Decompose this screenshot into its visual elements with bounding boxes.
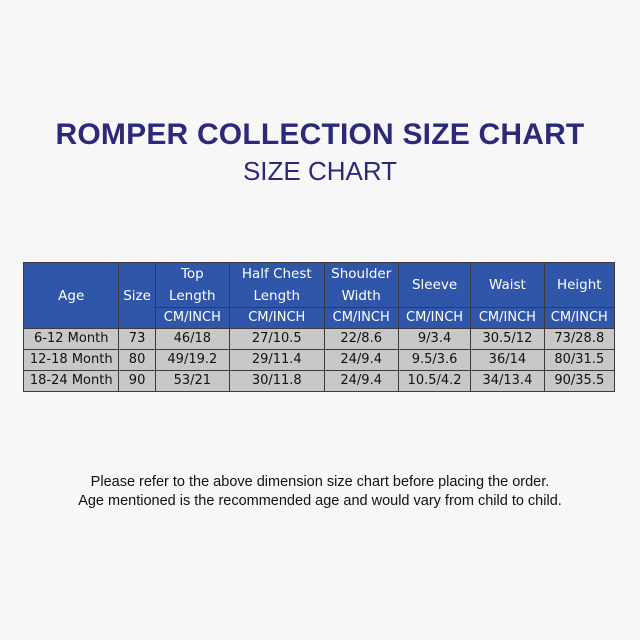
unit-top-length: CM/INCH bbox=[155, 308, 229, 329]
header-half-chest-line1: Half Chest bbox=[241, 266, 312, 282]
header-shoulder bbox=[324, 263, 398, 308]
header-sleeve: Sleeve bbox=[398, 263, 470, 308]
cell-waist: 34/13.4 bbox=[471, 371, 544, 392]
cell-waist: 36/14 bbox=[471, 350, 544, 371]
cell-age: 12-18 Month bbox=[24, 350, 119, 371]
table-row bbox=[24, 329, 615, 350]
cell-age: 18-24 Month bbox=[24, 371, 119, 392]
note-line-1: Please refer to the above dimension size chart before placing the order. bbox=[90, 474, 550, 490]
header-half-chest bbox=[230, 263, 324, 308]
header-height: Height bbox=[544, 263, 614, 308]
cell-size: 73 bbox=[119, 329, 155, 350]
cell-sleeve: 9.5/3.6 bbox=[398, 350, 470, 371]
header-top-length-line1: Top bbox=[180, 266, 204, 282]
cell-shoulder: 22/8.6 bbox=[324, 329, 398, 350]
cell-half-chest: 30/11.8 bbox=[230, 371, 324, 392]
cell-top-length: 46/18 bbox=[155, 329, 229, 350]
cell-age: 6-12 Month bbox=[24, 329, 119, 350]
cell-shoulder: 24/9.4 bbox=[324, 350, 398, 371]
header-size: Size bbox=[119, 263, 155, 329]
header-age: Age bbox=[24, 263, 119, 329]
cell-height: 73/28.8 bbox=[544, 329, 614, 350]
note-line-2: Age mentioned is the recommended age and would vary from child to child. bbox=[78, 493, 562, 509]
header-waist: Waist bbox=[471, 263, 544, 308]
cell-height: 80/31.5 bbox=[544, 350, 614, 371]
cell-size: 90 bbox=[119, 371, 155, 392]
cell-shoulder: 24/9.4 bbox=[324, 371, 398, 392]
cell-sleeve: 9/3.4 bbox=[398, 329, 470, 350]
unit-height: CM/INCH bbox=[544, 308, 614, 329]
table-body bbox=[24, 329, 615, 392]
cell-sleeve: 10.5/4.2 bbox=[398, 371, 470, 392]
cell-top-length: 49/19.2 bbox=[155, 350, 229, 371]
header-half-chest-line2: Length bbox=[253, 288, 301, 304]
chart-subtitle: SIZE CHART bbox=[242, 156, 398, 186]
unit-sleeve: CM/INCH bbox=[398, 308, 470, 329]
cell-height: 90/35.5 bbox=[544, 371, 614, 392]
unit-waist: CM/INCH bbox=[471, 308, 544, 329]
header-shoulder-line1: Shoulder bbox=[331, 266, 392, 282]
cell-waist: 30.5/12 bbox=[471, 329, 544, 350]
cell-size: 80 bbox=[119, 350, 155, 371]
cell-half-chest: 29/11.4 bbox=[230, 350, 324, 371]
header-shoulder-line2: Width bbox=[341, 288, 381, 304]
table-row bbox=[24, 371, 615, 392]
unit-half-chest: CM/INCH bbox=[230, 308, 324, 329]
header-top-length-line2: Length bbox=[169, 288, 216, 304]
header-row bbox=[24, 263, 615, 308]
chart-title: ROMPER COLLECTION SIZE CHART bbox=[55, 118, 585, 151]
unit-shoulder: CM/INCH bbox=[324, 308, 398, 329]
cell-half-chest: 27/10.5 bbox=[230, 329, 324, 350]
table-row bbox=[24, 350, 615, 371]
table-header bbox=[24, 263, 615, 329]
size-chart-table bbox=[23, 262, 615, 392]
order-notes bbox=[0, 473, 640, 511]
header-top-length bbox=[155, 263, 229, 308]
cell-top-length: 53/21 bbox=[155, 371, 229, 392]
